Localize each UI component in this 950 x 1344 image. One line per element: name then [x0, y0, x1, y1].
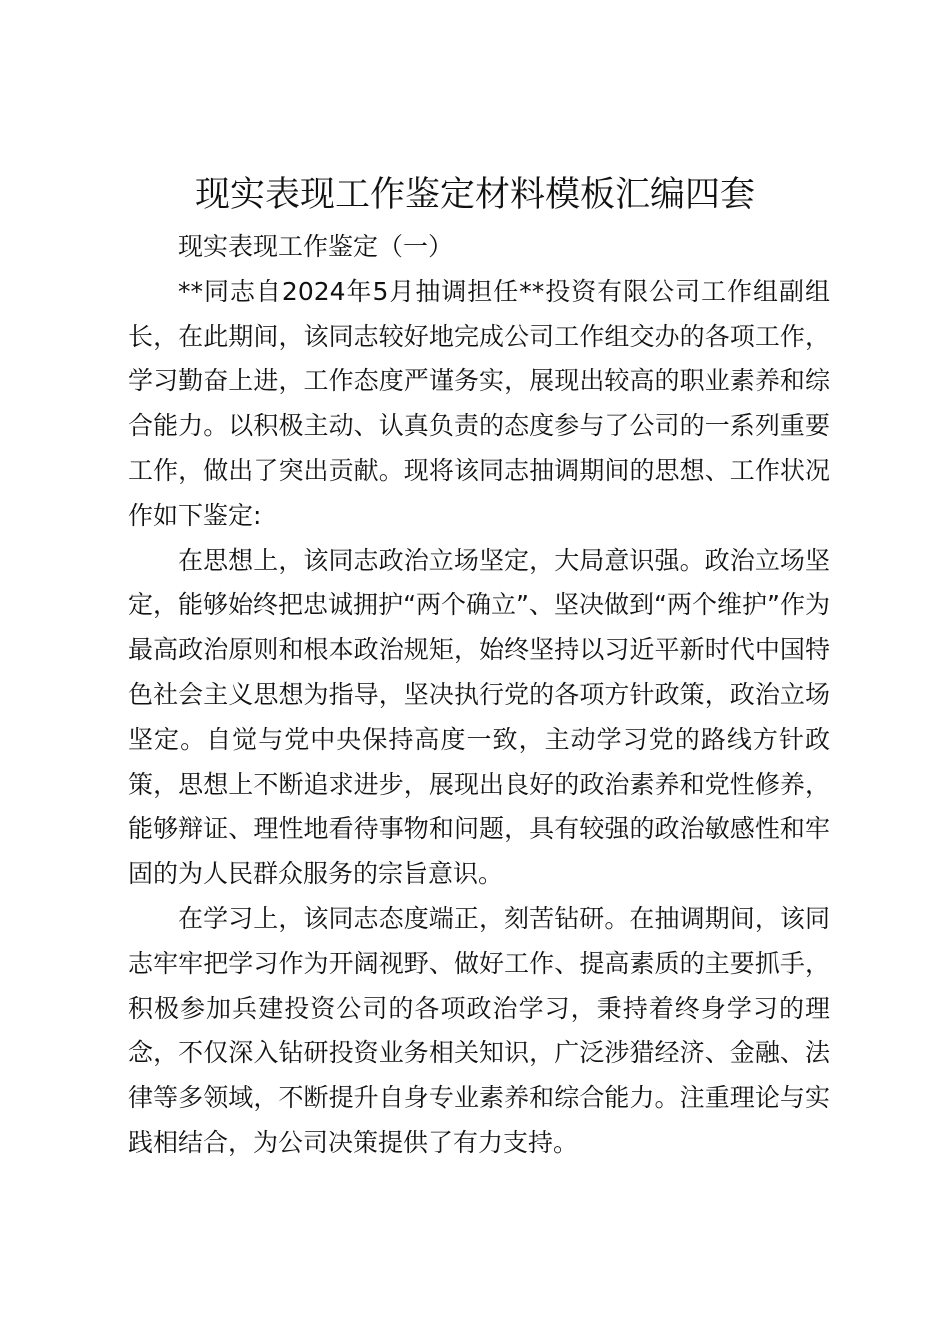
document-body: [128, 225, 830, 1166]
paragraph-ideology: 在思想上，该同志政治立场坚定，大局意识强。政治立场坚定，能够始终把忠诚拥护“两个确立”、坚决做到“两个维护”作为最高政治原则和根本政治规矩，始终坚持以习近平新时代中国特色社会主义思想为指导，坚决执行党的各项方针政策，政治立场坚定。自觉与党中央保持高度一致，主动学习党的路线方针政策，思想上不断追求进步，展现出良好的政治素养和党性修养，能够辩证、理性地看待事物和问题，具有较强的政治敏感性和牢固的为人民群众服务的宗旨意识。: [128, 545, 830, 889]
section-heading: 现实表现工作鉴定（一）: [178, 232, 454, 261]
paragraph-study: 在学习上，该同志态度端正，刻苦钻研。在抽调期间，该同志牢牢把学习作为开阔视野、做好工作、提高素质的主要抓手，积极参加兵建投资公司的各项政治学习，秉持着终身学习的理念，不仅深入钻研投资业务相关知识，广泛涉猎经济、金融、法律等多领域，不断提升自身专业素养和综合能力。注重理论与实践相结合，为公司决策提供了有力支持。: [128, 903, 830, 1157]
paragraph-intro: **同志自2024年5月抽调担任**投资有限公司工作组副组长，在此期间，该同志较好地完成公司工作组交办的各项工作，学习勤奋上进，工作态度严谨务实，展现出较高的职业素养和综合能力。以积极主动、认真负责的态度参与了公司的一系列重要工作，做出了突出贡献。现将该同志抽调期间的思想、工作状况作如下鉴定:: [128, 276, 830, 530]
document-title: 现实表现工作鉴定材料模板汇编四套: [194, 175, 755, 215]
